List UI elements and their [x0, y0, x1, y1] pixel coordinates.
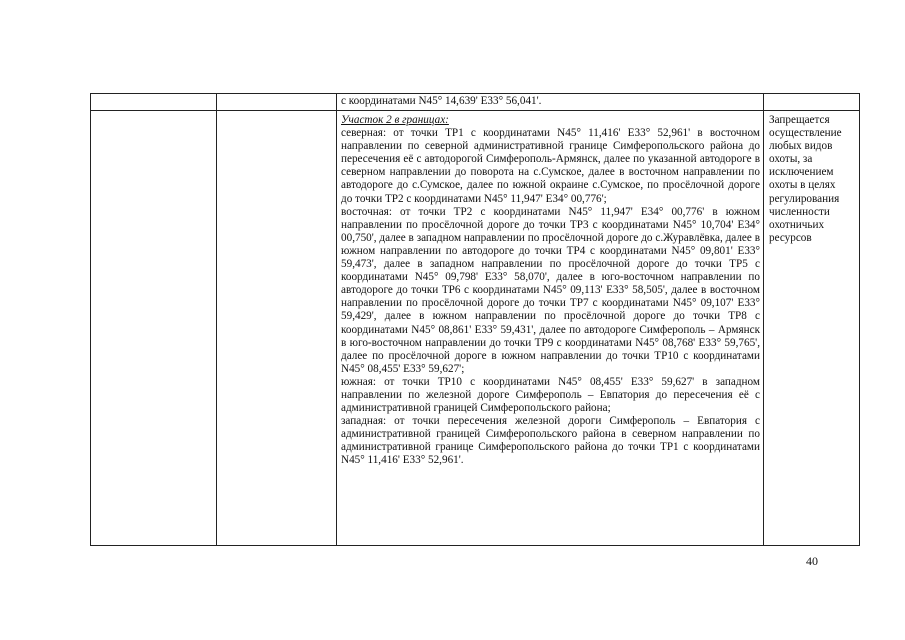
hunting-zones-table [90, 93, 860, 546]
section-title: Участок 2 в границах: [341, 114, 449, 126]
boundary-south: южная: от точки ТР10 с координатами N45° 08,455' E33° 59,627' в западном направлении по железной дороге Симферополь – Евпатория до пересечения её с административной границей Симферопольского района; [341, 375, 760, 415]
coordinates-continuation: с координатами N45° 14,639' E33° 56,041'. [341, 95, 542, 107]
table-cell-empty [764, 94, 860, 111]
table-cell-empty [91, 94, 217, 111]
table-cell-empty [217, 111, 337, 546]
table-cell-boundaries [337, 94, 764, 111]
table-cell-boundaries [337, 111, 764, 546]
boundary-north: северная: от точки ТР1 с координатами N45° 11,416' E33° 52,961' в восточном направлении по северной административной границе Симферопольского района до пересечения её с автодорогой Симферополь-Армянск, далее по указанной автодороге в северном направлении до поворота на с.Сумское, далее в восточном направлении по автодороге до с.Сумское, далее по южной окраине с.Сумское, по просёлочной дороге до точки ТР2 с координатами N45° 11,947' E34° 00,776'; [341, 127, 760, 205]
table-cell-empty [91, 111, 217, 546]
boundary-east: восточная: от точки ТР2 с координатами N45° 11,947' E34° 00,776' в южном направлении по просёлочной дороге до точки ТР3 с координатами N45° 10,704' E34° 00,750', далее в западном направлении по просёлочной дороге до с.Журавлёвка, далее в южном направлении по автодороге до точки ТР4 с координатами N45° 09,801' E33° 59,473', далее в западном направлении по просёлочной дороге до точки ТР5 с координатами N45° 09,798' E33° 58,070', далее в юго-восточном направлении по автодороге до точки ТР6 с координатами N45° 09,113' E33° 58,505', далее в восточном направлении по просёлочной дороге до точки ТР7 с координатами N45° 09,107' E33° 59,429', далее в южном направлении по просёлочной дороге до точки ТР8 с координатами N45° 08,861' E33° 59,431', далее по автодороге Симферополь – Армянск в юго-восточном направлении до точки ТР9 с координатами N45° 08,768' E33° 59,765', далее по просёлочной дороге в южном направлении до точки ТР10 с координатами N45° 08,455' E33° 59,627'; [341, 205, 760, 375]
table-row [91, 94, 860, 111]
table-cell-restriction [764, 111, 860, 546]
boundary-west: западная: от точки пересечения железной дороги Симферополь – Евпатория с административной границей Симферопольского района в северном направлении по административной границе Симферопольского района до точки ТР1 с координатами N45° 11,416' E33° 52,961'. [341, 415, 760, 467]
page-number: 40 [806, 554, 818, 568]
restriction-text: Запрещается осуществление любых видов охоты, за исключением охоты в целях регулирования численности охотничьих ресурсов [769, 114, 842, 244]
table-row [91, 111, 860, 546]
table-cell-empty [217, 94, 337, 111]
boundaries-text [337, 111, 763, 468]
